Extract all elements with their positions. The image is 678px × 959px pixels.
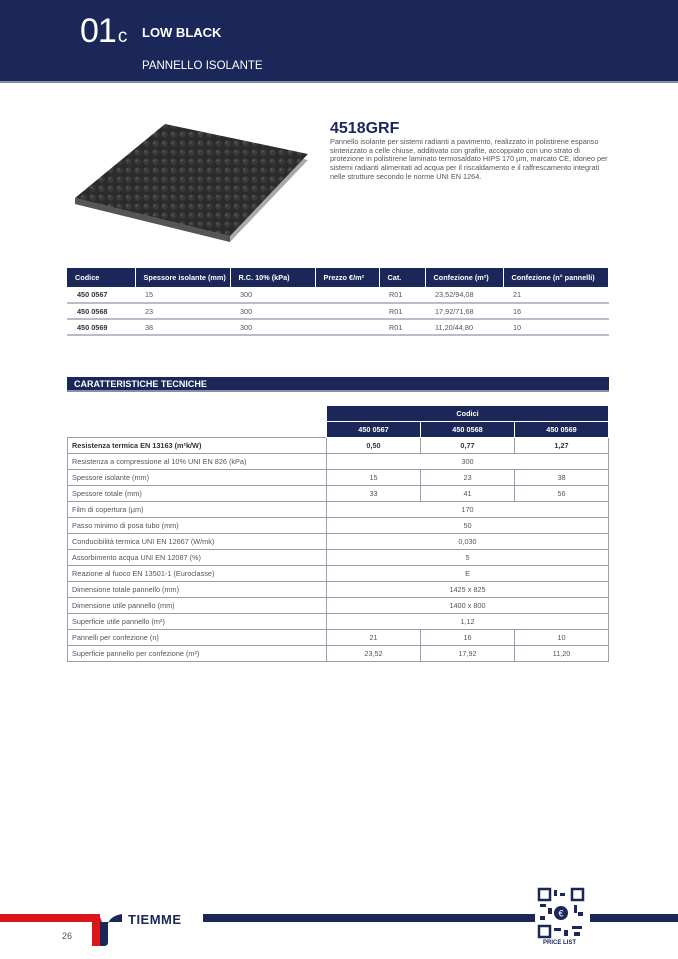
col-header: Confezione (m²) [425,268,503,287]
col-header: Confezione (n° pannelli) [503,268,609,287]
spec-label: Resistenza a compressione al 10% UNI EN 826 (kPa) [68,454,327,470]
cell: 11,20/44,80 [425,319,503,335]
cell: 23 [135,303,230,319]
spec-label: Spessore isolante (mm) [68,470,327,486]
spec-label: Film di copertura (µm) [68,502,327,518]
svg-text:€: € [558,908,564,919]
spec-value: 300 [327,454,609,470]
qr-code-icon [538,888,584,938]
cell: 300 [230,287,315,303]
spec-value: 50 [327,518,609,534]
spec-label: Passo minimo di posa tubo (mm) [68,518,327,534]
spec-label: Dimensione utile pannello (mm) [68,598,327,614]
spec-value: 41 [421,486,515,502]
spec-value: 1,12 [327,614,609,630]
cell: 300 [230,319,315,335]
col-header: Prezzo €/m² [315,268,379,287]
col-header: R.C. 10% (kPa) [230,268,315,287]
spec-value: 11,20 [515,646,609,662]
spec-value: 5 [327,550,609,566]
chapter-title: LOW BLACK [142,25,222,40]
code-header: 450 0569 [515,422,609,438]
spec-value: 0,50 [327,438,421,454]
cell: 10 [503,319,609,335]
spec-value: 38 [515,470,609,486]
spec-label: Superficie utile pannello (m²) [68,614,327,630]
col-header: Cat. [379,268,425,287]
cell: 17,92/71,68 [425,303,503,319]
red-stripe [0,914,100,922]
cell: R01 [379,287,425,303]
spec-label: Superficie pannello per confezione (m²) [68,646,327,662]
spec-value: 23,52 [327,646,421,662]
spec-value: 1,27 [515,438,609,454]
cell: 38 [135,319,230,335]
spec-label: Resistenza termica EN 13163 (m²k/W) [68,438,327,454]
spec-value: 0,030 [327,534,609,550]
cell: 16 [503,303,609,319]
spec-label: Conducibilità termica UNI EN 12667 (W/mk) [68,534,327,550]
chapter-subtitle: PANNELLO ISOLANTE [142,60,263,72]
chapter-num: 01 [80,12,116,50]
spec-label: Reazione al fuoco EN 13501-1 (Euroclasse) [68,566,327,582]
spec-value: E [327,566,609,582]
spec-label: Pannelli per confezione (n) [68,630,327,646]
cell: 450 0568 [67,303,135,319]
spec-value: 16 [421,630,515,646]
col-header: Codice [67,268,135,287]
product-description: Pannello isolante per sistemi radianti a pavimento, realizzato in polistirene espanso sinterizzato a celle chiuse, additivato con grafite, accoppiato con uno strato di protezione in polistirene laminato termosaldato HIPS 170 µm, marcato CE, idoneo per sistemi radianti alimentati ad acqua per il riscaldamento e il raffrescamento integrati nelle strutture secondo le norme UNI EN 1264. [330,137,608,181]
cell: 450 0569 [67,319,135,335]
product-code: 4518GRF [330,120,400,137]
page-number: 26 [62,931,73,941]
cell: R01 [379,319,425,335]
code-header: 450 0567 [327,422,421,438]
qr-label: PRICE LIST [543,940,577,946]
spec-label: Spessore totale (mm) [68,486,327,502]
spec-value: 33 [327,486,421,502]
spec-value: 1425 x 825 [327,582,609,598]
navy-stripe [203,914,535,922]
section-title: CARATTERISTICHE TECNICHE [67,377,609,392]
cell: 300 [230,303,315,319]
cell: R01 [379,303,425,319]
logo-navy-part [100,914,122,946]
col-header: Spessore isolante (mm) [135,268,230,287]
spec-value: 56 [515,486,609,502]
chapter-suffix: c [117,26,127,47]
spec-label: Dimensione totale pannello (mm) [68,582,327,598]
spec-value: 0,77 [421,438,515,454]
spec-value: 21 [327,630,421,646]
navy-stripe-right [590,914,678,922]
spec-label: Assorbimento acqua UNI EN 12087 (%) [68,550,327,566]
spec-value: 23 [421,470,515,486]
codes-header: Codici [327,406,609,422]
code-header: 450 0568 [421,422,515,438]
spec-value: 10 [515,630,609,646]
spec-value: 1400 x 800 [327,598,609,614]
spec-value: 15 [327,470,421,486]
cell: 23,52/94,08 [425,287,503,303]
cell: 15 [135,287,230,303]
cell: 450 0567 [67,287,135,303]
spec-value: 17,92 [421,646,515,662]
spec-value: 170 [327,502,609,518]
cell: 21 [503,287,609,303]
brand-logo: TIEMME [128,912,182,927]
